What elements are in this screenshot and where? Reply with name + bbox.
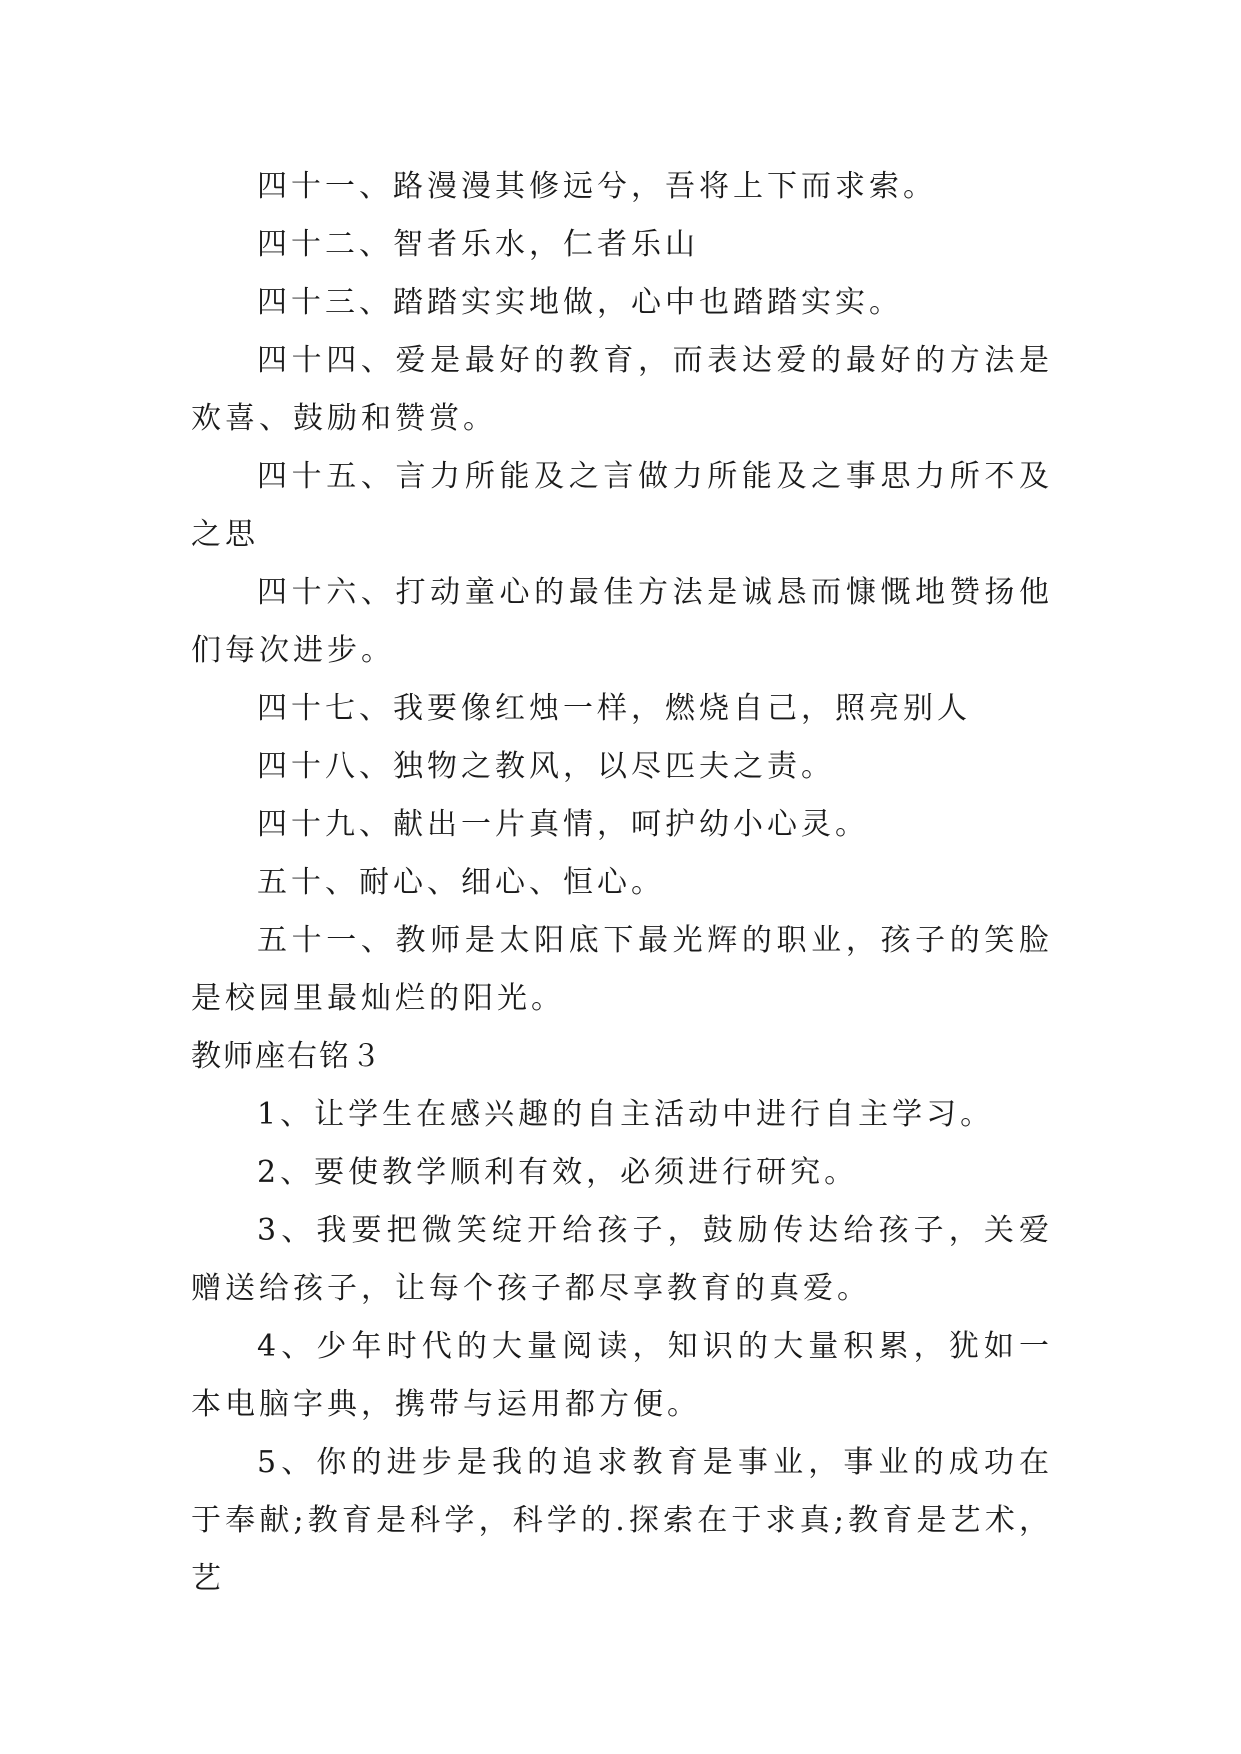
motto-item-2: 2、要使教学顺利有效，必须进行研究。 [257, 1155, 859, 1190]
motto-item-5: 5、你的进步是我的追求教育是事业，事业的成功在于奉献;教育是科学，科学的.探索在于求真;教育是艺术，艺 [191, 1445, 1053, 1596]
motto-item-4: 4、少年时代的大量阅读，知识的大量积累，犹如一本电脑字典，携带与运用都方便。 [191, 1329, 1053, 1422]
document-body [191, 158, 1053, 1608]
motto-item-1: 1、让学生在感兴趣的自主活动中进行自主学习。 [257, 1097, 995, 1132]
paragraph-50: 五十、耐心、细心、恒心。 [257, 865, 665, 900]
paragraph-51: 五十一、教师是太阳底下最光辉的职业，孩子的笑脸是校园里最灿烂的阳光。 [191, 923, 1053, 1016]
motto-item-3: 3、我要把微笑绽开给孩子，鼓励传达给孩子，关爱赠送给孩子，让每个孩子都尽享教育的真爱。 [191, 1213, 1053, 1306]
paragraph-49: 四十九、献出一片真情，呵护幼小心灵。 [257, 807, 869, 842]
section-heading: 教师座右铭３ [191, 1039, 383, 1074]
paragraph-47: 四十七、我要像红烛一样，燃烧自己，照亮别人 [257, 691, 971, 726]
paragraph-48: 四十八、独物之教风，以尽匹夫之责。 [257, 749, 835, 784]
paragraph-43: 四十三、踏踏实实地做，心中也踏踏实实。 [257, 285, 903, 320]
paragraph-41: 四十一、路漫漫其修远兮，吾将上下而求索。 [257, 169, 937, 204]
paragraph-45: 四十五、言力所能及之言做力所能及之事思力所不及之思 [191, 459, 1053, 552]
paragraph-46: 四十六、打动童心的最佳方法是诚恳而慷慨地赞扬他们每次进步。 [191, 575, 1053, 668]
paragraph-42: 四十二、智者乐水，仁者乐山 [257, 227, 699, 262]
paragraph-44: 四十四、爱是最好的教育，而表达爱的最好的方法是欢喜、鼓励和赞赏。 [191, 343, 1053, 436]
